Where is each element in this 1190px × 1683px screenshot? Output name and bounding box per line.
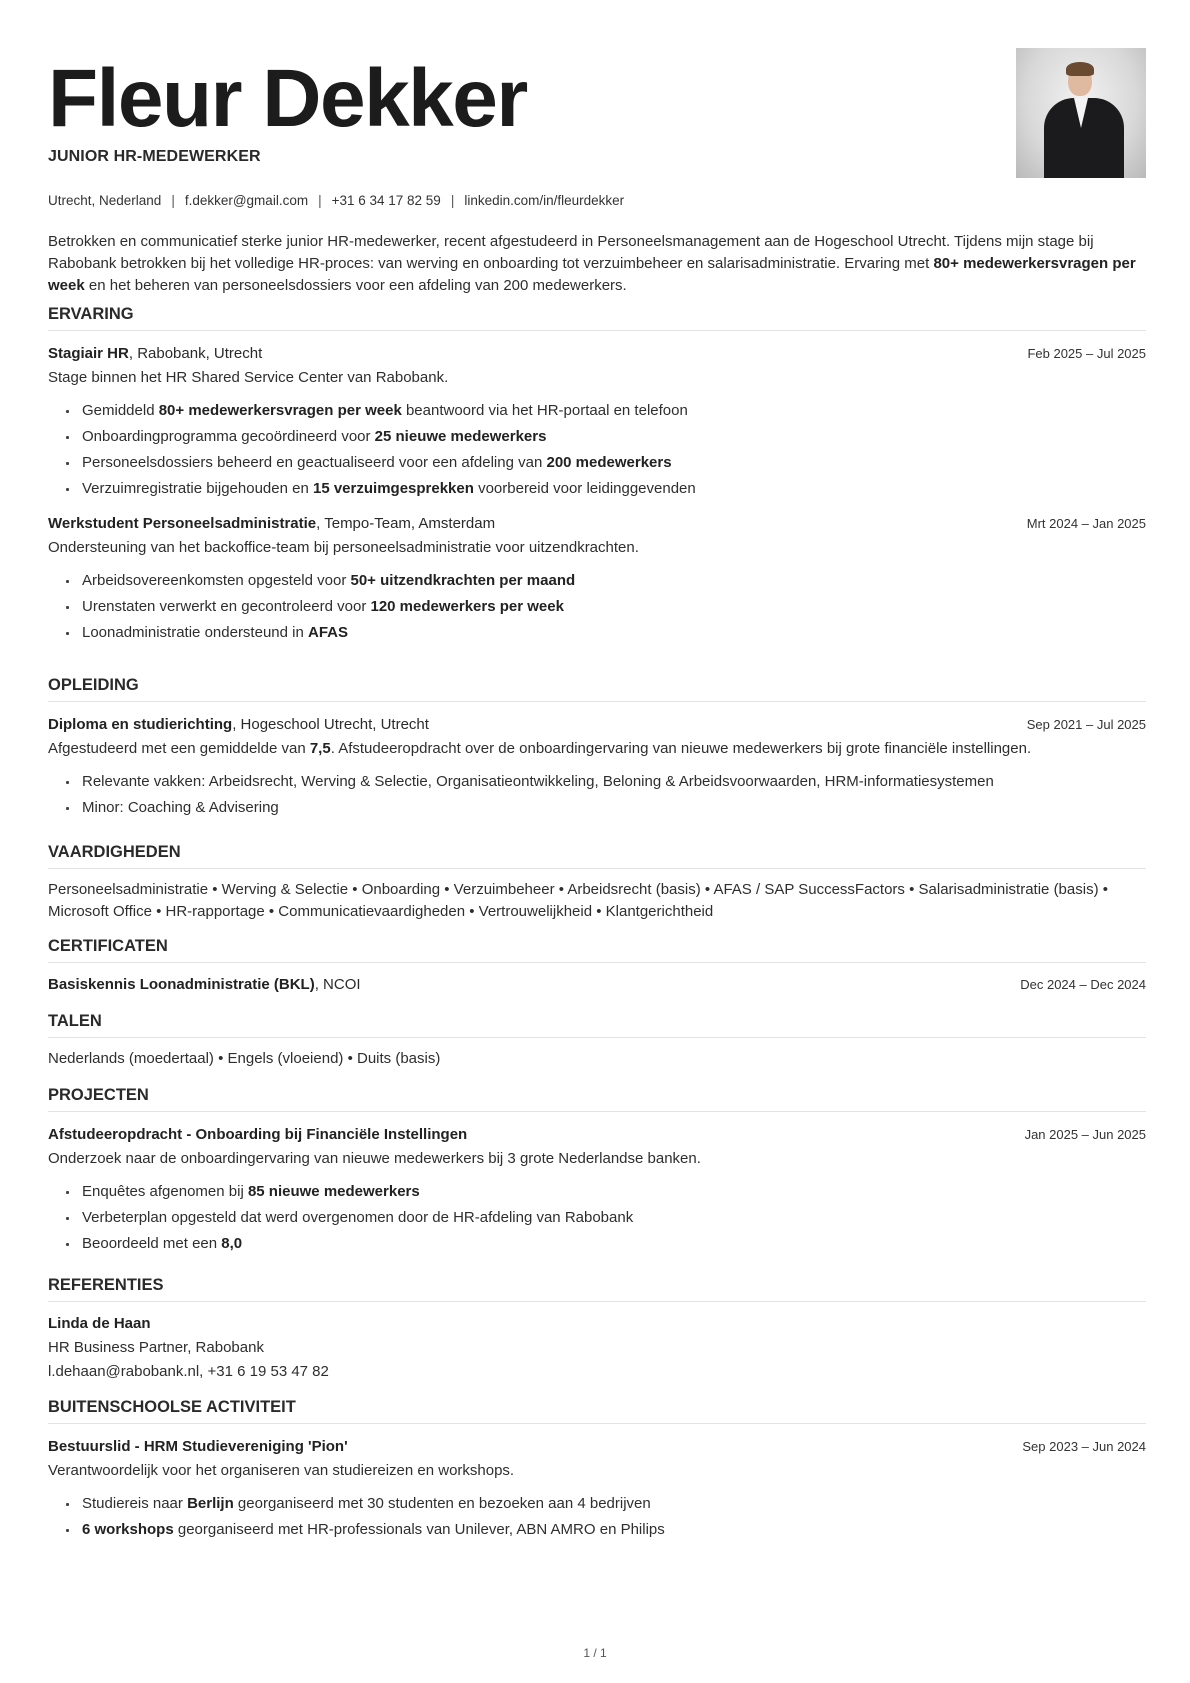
text-segment: Afgestudeerd met een gemiddelde van	[48, 740, 310, 757]
text-segment: georganiseerd met HR-professionals van Unilever, ABN AMRO en Philips	[173, 1521, 665, 1538]
emphasis-text: Berlijn	[187, 1495, 234, 1512]
text-segment: Personeelsdossiers beheerd en geactualiseerd voor een afdeling van	[82, 454, 547, 471]
emphasis-text: 85 nieuwe medewerkers	[247, 1183, 420, 1200]
activity-title: Bestuurslid - HRM Studievereniging 'Pion'	[48, 1438, 348, 1455]
contact-phone[interactable]: +31 6 34 17 82 59	[331, 193, 441, 208]
emphasis-text: 120 medewerkers per week	[370, 598, 564, 615]
bullet-item	[64, 795, 1146, 821]
experience-entry	[48, 344, 1146, 502]
text-segment: . Afstudeeropdracht over de onboardingervaring van nieuwe medewerkers bij grote financiële instellingen.	[330, 740, 1032, 757]
bullet-item	[64, 568, 1146, 594]
certificate-entry	[48, 975, 1146, 995]
job-title: JUNIOR HR-MEDEWERKER	[48, 148, 261, 165]
entry-description	[48, 738, 1146, 760]
text-segment: georganiseerd met 30 studenten en bezoeken aan 4 bedrijven	[233, 1495, 651, 1512]
bullet-item	[64, 1517, 1146, 1543]
section-projects	[48, 1086, 1146, 1257]
emphasis-text: 80+ medewerkersvragen per week	[158, 402, 402, 419]
text-segment: Beoordeeld met een	[82, 1235, 222, 1252]
project-title: Afstudeeropdracht - Onboarding bij Financiële Instellingen	[48, 1126, 468, 1143]
certificate-issuer: , NCOI	[314, 976, 361, 993]
entry-organisation: , Rabobank, Utrecht	[128, 345, 263, 362]
bullet-item	[64, 1205, 1146, 1231]
section-skills	[48, 843, 1146, 923]
entry-heading	[48, 1437, 1146, 1457]
photo-hair	[1066, 62, 1094, 76]
bullet-item	[64, 476, 1146, 502]
page-indicator: 1 / 1	[583, 1646, 607, 1660]
text-segment: Gemiddeld	[82, 402, 159, 419]
entry-heading	[48, 715, 1146, 735]
entry-bullets	[48, 1179, 1146, 1257]
project-entry	[48, 1125, 1146, 1257]
reference-contact[interactable]: l.dehaan@rabobank.nl, +31 6 19 53 47 82	[48, 1363, 329, 1380]
reference-position: HR Business Partner, Rabobank	[48, 1339, 264, 1356]
emphasis-text: 200 medewerkers	[546, 454, 672, 471]
text-segment: Betrokken en communicatief sterke junior HR-medewerker, recent afgestudeerd in Personeelsmanagement aan de Hogeschool Utrecht. Tijdens mijn stage bij Rabobank betrokken bij het volledige HR-proces: van werving en onboarding tot verzuimbeheer en salarisadministratie. Ervaring met	[48, 233, 1094, 272]
reference-entry	[48, 1312, 1146, 1384]
contact-location: Utrecht, Nederland	[48, 193, 162, 208]
section-title: OPLEIDING	[48, 676, 1146, 702]
entry-description: Stage binnen het HR Shared Service Center van Rabobank.	[48, 369, 449, 386]
text-segment: voorbereid voor leidinggevenden	[473, 480, 696, 497]
section-languages	[48, 1012, 1146, 1070]
entry-role: Werkstudent Personeelsadministratie	[48, 515, 317, 532]
emphasis-text: 15 verzuimgesprekken	[312, 480, 474, 497]
certificate-name: Basiskennis Loonadministratie (BKL)	[48, 976, 315, 993]
emphasis-text: 80+ medewerkersvragen per week	[48, 255, 1136, 294]
section-title: CERTIFICATEN	[48, 937, 1146, 963]
section-title: ERVARING	[48, 305, 1146, 331]
entry-heading	[48, 514, 1146, 534]
section-title: TALEN	[48, 1012, 1146, 1038]
entry-bullets	[48, 769, 1146, 821]
section-title: BUITENSCHOOLSE ACTIVITEIT	[48, 1398, 1146, 1424]
section-extracurricular	[48, 1398, 1146, 1543]
entry-degree: Diploma en studierichting	[48, 716, 233, 733]
bullet-item	[64, 1231, 1146, 1257]
section-title: PROJECTEN	[48, 1086, 1146, 1112]
section-references	[48, 1276, 1146, 1384]
contact-separator: |	[318, 193, 322, 208]
languages-list: Nederlands (moedertaal) • Engels (vloeiend) • Duits (basis)	[48, 1050, 441, 1067]
text-segment: Verzuimregistratie bijgehouden en	[82, 480, 313, 497]
entry-description: Onderzoek naar de onboardingervaring van nieuwe medewerkers bij 3 grote Nederlandse banken.	[48, 1150, 701, 1167]
activity-entry	[48, 1437, 1146, 1543]
entry-bullets	[48, 1491, 1146, 1543]
entry-heading	[48, 975, 1146, 995]
entry-date: Mrt 2024 – Jan 2025	[1026, 516, 1146, 531]
entry-date: Sep 2023 – Jun 2024	[1022, 1439, 1146, 1454]
text-segment: Onboardingprogramma gecoördineerd voor	[82, 428, 375, 445]
reference-name	[48, 1312, 1146, 1336]
emphasis-text: 50+ uitzendkrachten per maand	[350, 572, 576, 589]
bullet-item	[64, 1491, 1146, 1517]
bullet-item	[64, 398, 1146, 424]
entry-organisation: , Tempo-Team, Amsterdam	[316, 515, 496, 532]
reference-name-text: Linda de Haan	[48, 1315, 151, 1332]
text-segment: Studiereis naar	[82, 1495, 188, 1512]
bullet-item	[64, 424, 1146, 450]
section-certificates	[48, 937, 1146, 995]
contact-email[interactable]: f.dekker@gmail.com	[184, 193, 309, 208]
profile-photo	[1016, 48, 1146, 178]
experience-entry	[48, 514, 1146, 646]
entry-description: Verantwoordelijk voor het organiseren van studiereizen en workshops.	[48, 1462, 515, 1479]
bullet-item	[64, 450, 1146, 476]
emphasis-text: 7,5	[309, 740, 331, 757]
text-segment: Arbeidsovereenkomsten opgesteld voor	[82, 572, 351, 589]
entry-date: Feb 2025 – Jul 2025	[1027, 346, 1146, 361]
emphasis-text: 25 nieuwe medewerkers	[374, 428, 547, 445]
text-segment: Loonadministratie ondersteund in	[82, 624, 308, 641]
emphasis-text: 6 workshops	[82, 1521, 174, 1538]
text-segment: Enquêtes afgenomen bij	[82, 1183, 248, 1200]
text-segment: Relevante vakken: Arbeidsrecht, Werving & Selectie, Organisatieontwikkeling, Beloning & Arbeidsvoorwaarden, HRM-informatiesystemen	[82, 773, 994, 790]
entry-heading	[48, 1125, 1146, 1145]
entry-bullets	[48, 398, 1146, 502]
education-entry	[48, 715, 1146, 821]
entry-description: Ondersteuning van het backoffice-team bij personeelsadministratie voor uitzendkrachten.	[48, 539, 639, 556]
text-segment: en het beheren van personeelsdossiers voor een afdeling van 200 medewerkers.	[84, 277, 627, 294]
entry-role: Stagiair HR	[48, 345, 129, 362]
skills-list: Personeelsadministratie • Werving & Selectie • Onboarding • Verzuimbeheer • Arbeidsrecht (basis) • AFAS / SAP SuccessFactors • Salarisadministratie (basis) • Microsoft Office • HR-rapportage • Communicatievaardigheden • Vertrouwelijkheid • Klantgerichtheid	[48, 881, 1108, 920]
section-experience	[48, 305, 1146, 646]
text-segment: beantwoord via het HR-portaal en telefoon	[401, 402, 688, 419]
entry-date: Dec 2024 – Dec 2024	[1020, 977, 1146, 992]
candidate-name: Fleur Dekker	[48, 53, 527, 144]
entry-institution: , Hogeschool Utrecht, Utrecht	[232, 716, 429, 733]
entry-heading	[48, 344, 1146, 364]
entry-date: Jan 2025 – Jun 2025	[1024, 1127, 1146, 1142]
emphasis-text: 8,0	[221, 1235, 243, 1252]
bullet-item	[64, 594, 1146, 620]
profile-summary	[48, 231, 1148, 297]
entry-date: Sep 2021 – Jul 2025	[1026, 717, 1146, 732]
emphasis-text: AFAS	[307, 624, 348, 641]
section-education	[48, 676, 1146, 821]
entry-bullets	[48, 568, 1146, 646]
section-title: VAARDIGHEDEN	[48, 843, 1146, 869]
bullet-item	[64, 769, 1146, 795]
text-segment: Verbeterplan opgesteld dat werd overgenomen door de HR-afdeling van Rabobank	[82, 1209, 634, 1226]
section-title: REFERENTIES	[48, 1276, 1146, 1302]
bullet-item	[64, 1179, 1146, 1205]
contact-separator: |	[171, 193, 175, 208]
text-segment: Urenstaten verwerkt en gecontroleerd voor	[82, 598, 371, 615]
bullet-item	[64, 620, 1146, 646]
contact-line	[48, 193, 624, 208]
text-segment: Minor: Coaching & Advisering	[82, 799, 279, 816]
contact-separator: |	[450, 193, 455, 208]
contact-linkedin[interactable]: linkedin.com/in/fleurdekker	[464, 193, 625, 208]
